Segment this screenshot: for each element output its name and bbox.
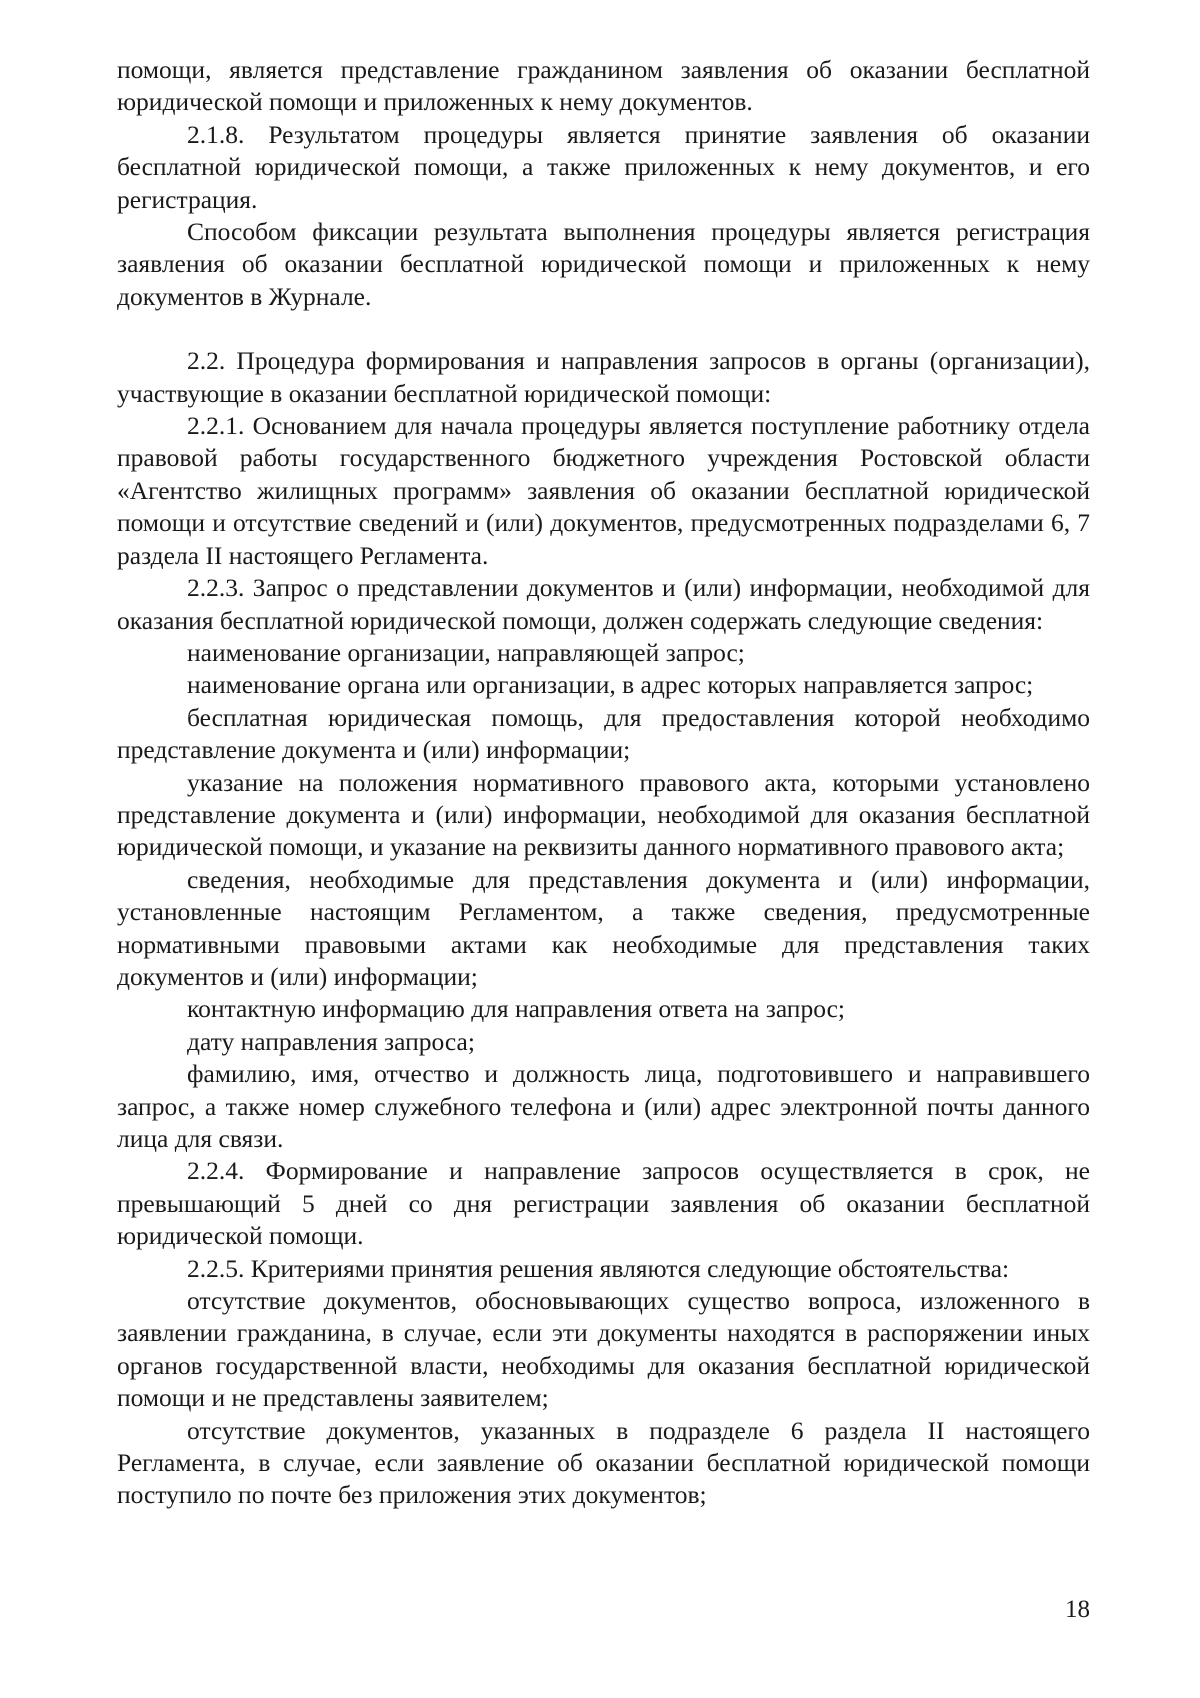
paragraph-2-2-5: 2.2.5. Критериями принятия решения являются следующие обстоятельства: [187, 1253, 1010, 1283]
list-item-missing-attachments: отсутствие документов, указанных в подразделе 6 раздела II настоящего Регламента, в случае, если заявление об оказании бесплатной юридической помощи поступило по почте без приложения этих документов; [117, 1415, 1090, 1510]
list-item-request-date: дату направления запроса; [187, 1026, 475, 1056]
paragraph-continuation: помощи, является представление гражданином заявления об оказании бесплатной юридической помощи и приложенных к нему документов. [117, 55, 1090, 117]
list-item-responsible-person: фамилию, имя, отчество и должность лица, подготовившего и направившего запрос, а также номер служебного телефона и (или) адрес электронной почты данного лица для связи. [117, 1059, 1090, 1153]
list-item-organization-name: наименование организации, направляющей запрос; [187, 637, 745, 667]
list-item-contact-info: контактную информацию для направления ответа на запрос; [187, 994, 845, 1024]
paragraph-2-2-4: 2.2.4. Формирование и направление запросов осуществляется в срок, не превышающий 5 дней со дня регистрации заявления об оказании бесплатной юридической помощи. [117, 1156, 1090, 1251]
page-number: 18 [1065, 1596, 1090, 1623]
list-item-recipient-name: наименование органа или организации, в адрес которых направляется запрос; [187, 670, 1034, 700]
list-item-legal-act: указание на положения нормативного правового акта, которыми установлено представление документа и (или) информации, необходимой для оказания бесплатной юридической помощи, и указание на реквизиты данного нормативного правового акта; [117, 767, 1090, 862]
paragraph-fixation: Способом фиксации результата выполнения процедуры является регистрация заявления об оказании бесплатной юридической помощи и приложенных к нему документов в Журнале. [117, 217, 1090, 311]
list-item-required-info: сведения, необходимые для представления документа и (или) информации, установленные настоящим Регламентом, а также сведения, предусмотренные нормативными правовыми актами как необходимые для представления таких документов и (или) информации; [117, 864, 1090, 991]
list-item-missing-documents: отсутствие документов, обосновывающих существо вопроса, изложенного в заявлении гражданина, в случае, если эти документы находятся в распоряжении иных органов государственной власти, необходимы для оказания бесплатной юридической помощи и не представлены заявителем; [117, 1286, 1090, 1413]
paragraph-2-2-1: 2.2.1. Основанием для начала процедуры является поступление работнику отдела правовой работы государственного бюджетного учреждения Ростовской области «Агентство жилищных программ» заявления об оказании бесплатной юридической помощи и отсутствие сведений и (или) документов, предусмотренных подразделами 6, 7 раздела II настоящего Регламента. [117, 411, 1090, 570]
paragraph-2-1-8: 2.1.8. Результатом процедуры является принятие заявления об оказании бесплатной юридической помощи, а также приложенных к нему документов, и его регистрация. [117, 119, 1090, 214]
paragraph-2-2: 2.2. Процедура формирования и направления запросов в органы (организации), участвующие в оказании бесплатной юридической помощи: [117, 346, 1090, 408]
document-body [117, 54, 1090, 1512]
list-item-legal-aid: бесплатная юридическая помощь, для предоставления которой необходимо представление документа и (или) информации; [117, 702, 1090, 765]
paragraph-2-2-3: 2.2.3. Запрос о представлении документов и (или) информации, необходимой для оказания бесплатной юридической помощи, должен содержать следующие сведения: [117, 573, 1090, 635]
